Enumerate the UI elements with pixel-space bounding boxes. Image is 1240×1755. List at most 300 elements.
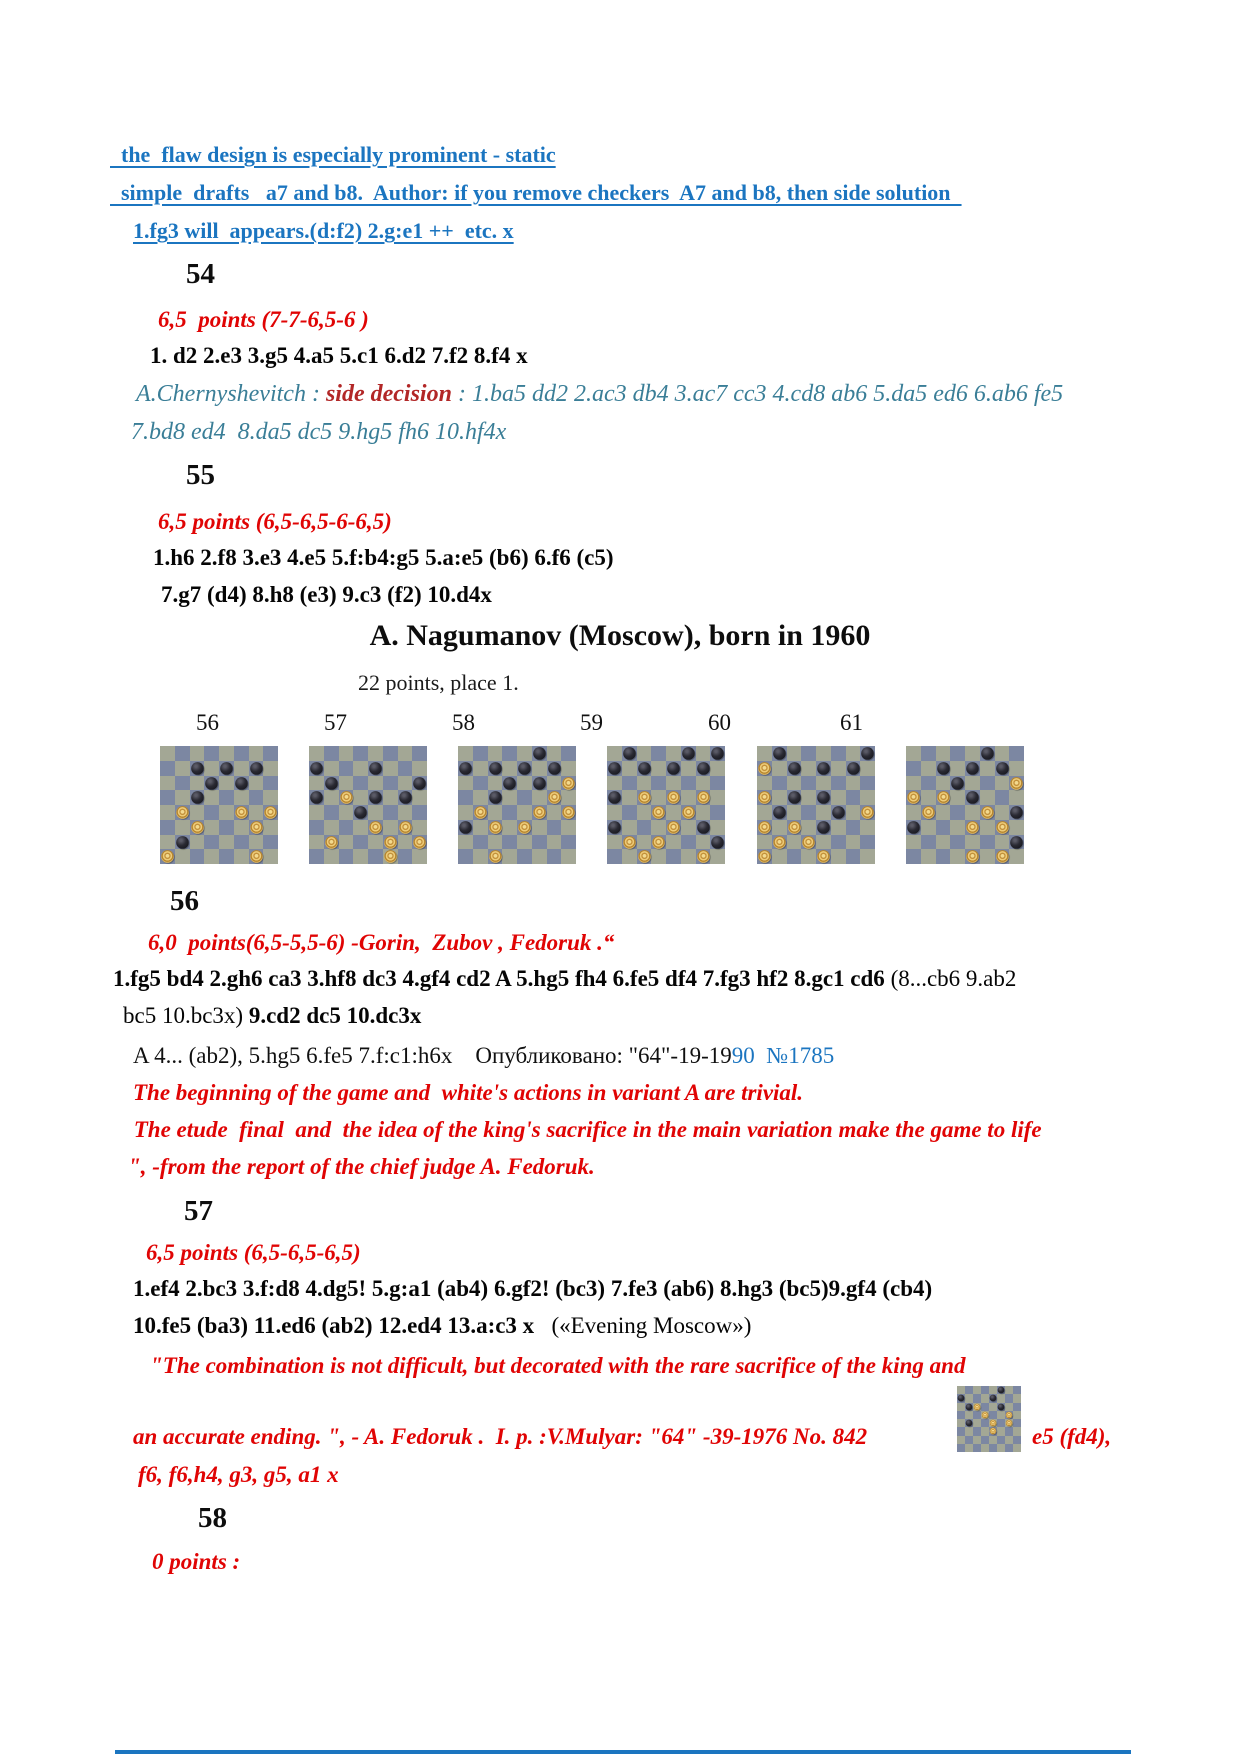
board-square	[989, 1436, 997, 1444]
black-checker-piece	[817, 762, 829, 774]
black-checker-piece	[176, 836, 188, 848]
board-square	[651, 746, 666, 761]
board-square	[906, 776, 921, 791]
board-square	[997, 1411, 1005, 1419]
header-blue-line-1: the flaw design is especially prominent - static	[110, 142, 556, 167]
board-square	[1009, 761, 1024, 776]
white-checker-piece	[996, 850, 1008, 862]
board-square	[607, 835, 622, 850]
board-square	[175, 790, 190, 805]
board-square	[666, 776, 681, 791]
black-checker-piece	[220, 762, 232, 774]
problem-56-solution-line-2	[123, 1003, 421, 1029]
black-checker-piece	[832, 806, 844, 818]
white-checker-piece	[982, 1411, 989, 1418]
board-square	[249, 776, 264, 791]
board-square	[989, 1403, 997, 1411]
board-square	[921, 820, 936, 835]
board-square	[204, 790, 219, 805]
board-square	[1013, 1411, 1021, 1419]
black-checker-piece	[459, 821, 471, 833]
board-square	[263, 776, 278, 791]
board-square	[710, 805, 725, 820]
black-checker-piece	[250, 762, 262, 774]
board-number-57: 57	[324, 710, 347, 735]
board-square	[816, 746, 831, 761]
board-square	[989, 1444, 997, 1452]
board-square	[980, 776, 995, 791]
board-square	[950, 746, 965, 761]
board-square	[502, 746, 517, 761]
black-checker-piece	[205, 777, 217, 789]
board-square	[175, 820, 190, 835]
black-checker-piece	[533, 747, 545, 759]
board-square	[831, 746, 846, 761]
board-square	[696, 776, 711, 791]
board-square	[339, 820, 354, 835]
board-square	[383, 746, 398, 761]
white-checker-piece	[861, 806, 873, 818]
board-square	[681, 849, 696, 864]
white-checker-piece	[996, 821, 1008, 833]
board-square	[368, 776, 383, 791]
board-square	[234, 746, 249, 761]
black-checker-piece	[697, 821, 709, 833]
board-square	[502, 790, 517, 805]
author-title: A. Nagumanov (Moscow), born in 1960	[369, 619, 871, 652]
board-square	[981, 1403, 989, 1411]
white-checker-piece	[907, 791, 919, 803]
board-square	[816, 776, 831, 791]
variant-a-moves: A 4... (ab2), 5.hg5 6.fe5 7.f:c1:h6x	[133, 1043, 476, 1068]
white-checker-piece	[966, 821, 978, 833]
board-number-60: 60	[708, 710, 731, 735]
board-square	[488, 776, 503, 791]
board-square	[957, 1444, 965, 1452]
board-square	[981, 1436, 989, 1444]
board-square	[973, 1436, 981, 1444]
board-square	[412, 805, 427, 820]
black-checker-piece	[773, 806, 785, 818]
next-section-underline	[115, 1750, 1131, 1754]
board-square	[353, 746, 368, 761]
white-checker-piece	[758, 821, 770, 833]
board-square	[666, 835, 681, 850]
board-square	[846, 790, 861, 805]
board-square	[219, 805, 234, 820]
white-checker-piece	[548, 791, 560, 803]
problem-57-comment-line-2-after: e5 (fd4),	[1032, 1424, 1112, 1449]
board-square	[324, 790, 339, 805]
board-square	[1013, 1386, 1021, 1394]
board-square	[995, 776, 1010, 791]
board-square	[547, 776, 562, 791]
board-square	[637, 835, 652, 850]
problem-56-variant-line	[133, 1043, 834, 1069]
board-square	[906, 805, 921, 820]
board-square	[957, 1419, 965, 1427]
problem-55-points: 6,5 points (6,5-6,5-6-6,5)	[158, 509, 392, 534]
board-square	[681, 820, 696, 835]
board-square	[957, 1427, 965, 1435]
board-square	[816, 805, 831, 820]
board-square	[696, 805, 711, 820]
board-square	[973, 1411, 981, 1419]
board-square	[160, 761, 175, 776]
board-square	[965, 1411, 973, 1419]
board-square	[973, 1386, 981, 1394]
problem-56-solution-line-1	[113, 966, 1016, 992]
board-square	[772, 761, 787, 776]
board-square	[980, 849, 995, 864]
problem-54-points: 6,5 points (7-7-6,5-6 )	[158, 307, 369, 332]
black-checker-piece	[711, 747, 723, 759]
white-checker-piece	[176, 806, 188, 818]
board-square	[607, 746, 622, 761]
board-square	[965, 835, 980, 850]
board-square	[204, 835, 219, 850]
black-checker-piece	[788, 791, 800, 803]
white-checker-piece	[489, 850, 501, 862]
board-square	[190, 746, 205, 761]
white-checker-piece	[399, 821, 411, 833]
board-square	[860, 835, 875, 850]
problem-56-comment-line-2: The etude final and the idea of the king's sacrifice in the main variation make the game to life	[128, 1117, 1042, 1142]
board-square	[772, 849, 787, 864]
black-checker-piece	[996, 762, 1008, 774]
board-square	[204, 849, 219, 864]
board-square	[324, 761, 339, 776]
board-square	[234, 790, 249, 805]
board-square	[473, 761, 488, 776]
board-square	[473, 776, 488, 791]
black-checker-piece	[489, 762, 501, 774]
board-square	[1009, 820, 1024, 835]
board-square	[219, 849, 234, 864]
white-checker-piece	[817, 850, 829, 862]
board-square	[339, 835, 354, 850]
board-square	[473, 835, 488, 850]
board-square	[666, 746, 681, 761]
board-square	[973, 1394, 981, 1402]
board-square	[622, 849, 637, 864]
board-square	[517, 776, 532, 791]
published-label: Опубликовано: "64"-19-19	[475, 1043, 732, 1068]
board-square	[473, 849, 488, 864]
problem-57-comment-line-3: f6, f6,h4, g3, g5, a1 x	[138, 1462, 339, 1487]
board-square	[772, 820, 787, 835]
black-checker-piece	[847, 762, 859, 774]
published-issue-number: 90 №1785	[731, 1043, 835, 1068]
board-square	[458, 849, 473, 864]
board-square	[204, 820, 219, 835]
white-checker-piece	[161, 850, 173, 862]
black-checker-piece	[489, 791, 501, 803]
board-square	[681, 776, 696, 791]
board-square	[249, 790, 264, 805]
black-checker-piece	[682, 747, 694, 759]
board-square	[309, 835, 324, 850]
problem-54-annotation-line-2: 7.bd8 ed4 8.da5 dc5 9.hg5 fh6 10.hf4x	[131, 419, 507, 445]
board-square	[1013, 1436, 1021, 1444]
board-square	[831, 776, 846, 791]
white-checker-piece	[758, 850, 770, 862]
board-square	[263, 790, 278, 805]
board-square	[160, 835, 175, 850]
solution-variation-open: (8...cb6 9.ab2	[890, 966, 1017, 991]
board-square	[957, 1436, 965, 1444]
board-square	[488, 746, 503, 761]
board-square	[936, 746, 951, 761]
board-square	[175, 776, 190, 791]
board-square	[997, 1394, 1005, 1402]
board-square	[175, 849, 190, 864]
board-square	[398, 761, 413, 776]
board-square	[190, 835, 205, 850]
white-checker-piece	[638, 850, 650, 862]
board-square	[263, 746, 278, 761]
board-square	[1013, 1419, 1021, 1427]
board-square	[995, 805, 1010, 820]
board-square	[637, 746, 652, 761]
problem-54-number: 54	[186, 258, 215, 290]
white-checker-piece	[562, 777, 574, 789]
black-checker-piece	[369, 791, 381, 803]
board-square	[160, 790, 175, 805]
board-square	[561, 835, 576, 850]
white-checker-piece	[235, 806, 247, 818]
white-checker-piece	[250, 821, 262, 833]
checkers-board-57	[309, 746, 427, 864]
board-square	[1005, 1444, 1013, 1452]
white-checker-piece	[518, 821, 530, 833]
board-square	[532, 835, 547, 850]
white-checker-piece	[667, 821, 679, 833]
board-square	[957, 1411, 965, 1419]
board-square	[398, 746, 413, 761]
white-checker-piece	[474, 806, 486, 818]
board-square	[204, 805, 219, 820]
board-square	[957, 1386, 965, 1394]
annotation-side-decision-label: side decision	[325, 381, 452, 407]
board-square	[666, 805, 681, 820]
board-square	[1013, 1394, 1021, 1402]
board-square	[517, 849, 532, 864]
board-square	[219, 776, 234, 791]
black-checker-piece	[861, 747, 873, 759]
board-square	[651, 790, 666, 805]
white-checker-piece	[384, 836, 396, 848]
white-checker-piece	[250, 850, 262, 862]
board-square	[532, 790, 547, 805]
board-square	[995, 835, 1010, 850]
black-checker-piece	[548, 762, 560, 774]
problem-56-comment-line-1: The beginning of the game and white's actions in variant A are trivial.	[133, 1080, 804, 1105]
board-square	[458, 835, 473, 850]
board-square	[831, 849, 846, 864]
board-square	[204, 746, 219, 761]
board-square	[965, 1444, 973, 1452]
board-square	[561, 820, 576, 835]
board-square	[249, 746, 264, 761]
board-square	[249, 835, 264, 850]
board-square	[339, 849, 354, 864]
white-checker-piece	[325, 836, 337, 848]
board-square	[204, 761, 219, 776]
annotation-colon: :	[451, 381, 472, 407]
board-square	[981, 1427, 989, 1435]
board-square	[517, 746, 532, 761]
board-square	[965, 1427, 973, 1435]
board-square	[517, 790, 532, 805]
problem-55-solution-line-1: 1.h6 2.f8 3.e3 4.e5 5.f:b4:g5 5.a:e5 (b6) 6.f6 (c5)	[153, 545, 614, 570]
board-square	[846, 820, 861, 835]
board-square	[757, 746, 772, 761]
board-square	[710, 849, 725, 864]
black-checker-piece	[998, 1403, 1005, 1410]
board-square	[801, 746, 816, 761]
board-square	[846, 835, 861, 850]
board-square	[383, 776, 398, 791]
board-square	[561, 746, 576, 761]
board-square	[622, 790, 637, 805]
board-square	[561, 849, 576, 864]
board-square	[831, 761, 846, 776]
board-square	[973, 1444, 981, 1452]
board-square	[757, 805, 772, 820]
board-square	[989, 1386, 997, 1394]
board-square	[936, 805, 951, 820]
board-square	[622, 805, 637, 820]
black-checker-piece	[817, 821, 829, 833]
problem-57-comment-line-2: an accurate ending. ", - A. Fedoruk . I. p. :V.Mulyar: "64" -39-1976 No. 842	[133, 1424, 868, 1449]
board-square	[936, 776, 951, 791]
board-square	[190, 805, 205, 820]
board-square	[950, 790, 965, 805]
board-square	[547, 835, 562, 850]
board-square	[831, 790, 846, 805]
white-checker-piece	[562, 806, 574, 818]
white-checker-piece	[682, 806, 694, 818]
white-checker-piece	[758, 791, 770, 803]
board-square	[787, 849, 802, 864]
white-checker-piece	[533, 806, 545, 818]
board-square	[965, 1386, 973, 1394]
board-square	[651, 849, 666, 864]
board-square	[234, 835, 249, 850]
board-square	[249, 805, 264, 820]
board-square	[368, 835, 383, 850]
board-square	[936, 849, 951, 864]
board-square	[622, 761, 637, 776]
board-square	[860, 761, 875, 776]
board-square	[981, 1394, 989, 1402]
board-square	[412, 820, 427, 835]
board-square	[950, 820, 965, 835]
board-square	[950, 805, 965, 820]
board-square	[757, 776, 772, 791]
board-square	[353, 790, 368, 805]
board-square	[906, 835, 921, 850]
board-square	[353, 835, 368, 850]
black-checker-piece	[235, 777, 247, 789]
board-square	[906, 761, 921, 776]
problem-56-points: 6,0 points(6,5-5,5-6) -Gorin, Zubov , Fedoruk .“	[148, 930, 615, 955]
board-square	[816, 835, 831, 850]
board-square	[965, 776, 980, 791]
problem-57-points: 6,5 points (6,5-6,5-6,5)	[146, 1240, 361, 1265]
problem-54-solution: 1. d2 2.e3 3.g5 4.a5 5.c1 6.d2 7.f2 8.f4 x	[150, 343, 528, 368]
board-square	[398, 776, 413, 791]
board-square	[1009, 746, 1024, 761]
board-square	[980, 820, 995, 835]
board-square	[846, 746, 861, 761]
board-square	[502, 849, 517, 864]
black-checker-piece	[369, 762, 381, 774]
board-square	[473, 820, 488, 835]
board-square	[324, 849, 339, 864]
board-square	[710, 776, 725, 791]
black-checker-piece	[608, 821, 620, 833]
black-checker-piece	[459, 762, 471, 774]
board-square	[965, 1394, 973, 1402]
board-square	[263, 761, 278, 776]
board-square	[696, 746, 711, 761]
board-square	[637, 776, 652, 791]
board-square	[219, 746, 234, 761]
board-square	[458, 746, 473, 761]
board-square	[263, 849, 278, 864]
board-square	[801, 805, 816, 820]
board-square	[1013, 1427, 1021, 1435]
board-square	[175, 761, 190, 776]
board-square	[622, 776, 637, 791]
black-checker-piece	[325, 777, 337, 789]
board-square	[1013, 1444, 1021, 1452]
board-square	[353, 761, 368, 776]
board-square	[936, 835, 951, 850]
board-square	[1005, 1394, 1013, 1402]
board-square	[309, 776, 324, 791]
board-square	[965, 746, 980, 761]
white-checker-piece	[966, 850, 978, 862]
white-checker-piece	[1006, 1411, 1013, 1418]
board-square	[561, 790, 576, 805]
board-square	[965, 805, 980, 820]
board-square	[412, 761, 427, 776]
board-square	[532, 849, 547, 864]
black-checker-piece	[354, 806, 366, 818]
board-square	[651, 820, 666, 835]
board-square	[607, 849, 622, 864]
black-checker-piece	[711, 836, 723, 848]
board-square	[263, 820, 278, 835]
black-checker-piece	[788, 762, 800, 774]
board-square	[860, 776, 875, 791]
board-square	[681, 790, 696, 805]
white-checker-piece	[413, 836, 425, 848]
board-square	[1005, 1386, 1013, 1394]
solution-finish: 10.fe5 (ba3) 11.ed6 (ab2) 12.ed4 13.a:c3 x	[133, 1313, 552, 1338]
problem-54-annotation-line-1	[136, 381, 1063, 408]
white-checker-piece	[340, 791, 352, 803]
board-square	[637, 805, 652, 820]
board-square	[981, 1444, 989, 1452]
board-square	[412, 849, 427, 864]
board-square	[801, 790, 816, 805]
board-square	[458, 805, 473, 820]
black-checker-piece	[667, 762, 679, 774]
